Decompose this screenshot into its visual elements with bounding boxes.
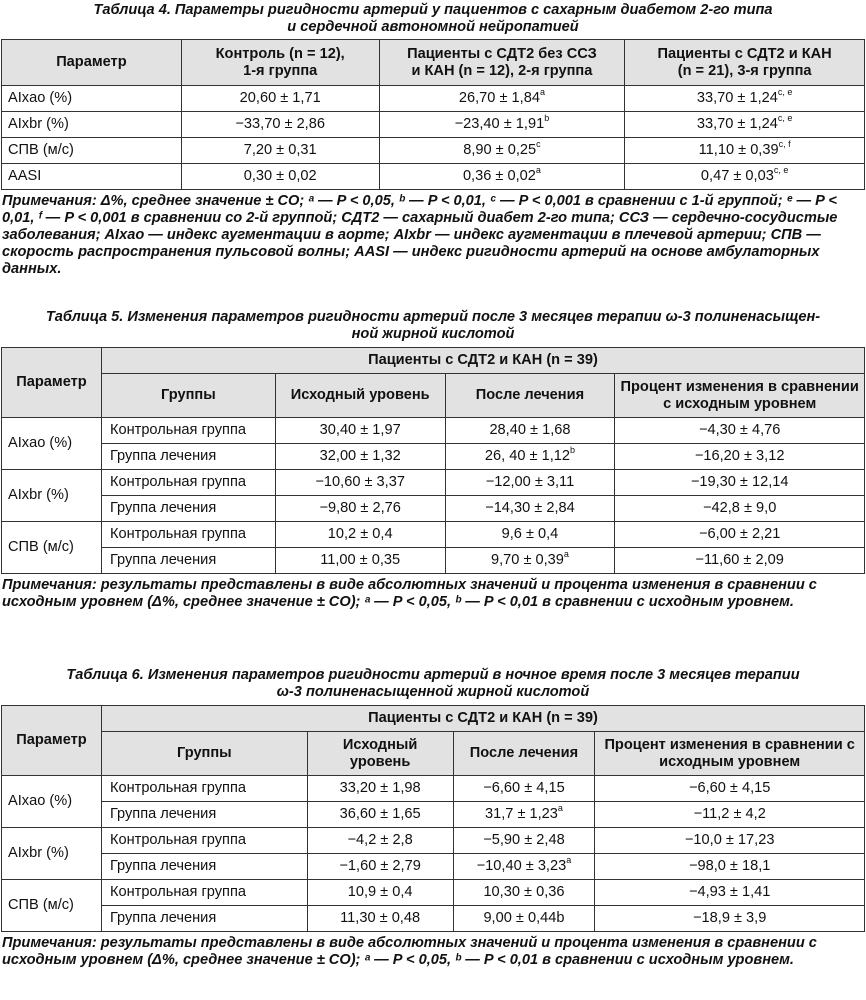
table5-baseline-value-value: −9,80 ± 2,76 — [319, 500, 401, 516]
table5-group-label-value: Группа лечения — [109, 552, 217, 568]
table6-subheader-baseline: Исходный уровень — [307, 732, 453, 776]
table4-group3-value-value: 33,70 ± 1,24 — [696, 90, 778, 106]
table6-after-value — [453, 906, 595, 932]
table5-row — [2, 496, 865, 522]
table4-group2-value-footnote: a — [535, 165, 541, 176]
table4-group3-value — [625, 164, 865, 190]
table6-param — [2, 776, 102, 828]
table5-group-label — [101, 470, 275, 496]
table4-control-value — [181, 138, 379, 164]
table4-group2-value — [379, 138, 625, 164]
table5-after-value-value: −14,30 ± 2,84 — [485, 500, 575, 516]
table4-param-value: AIxao (%) — [8, 90, 73, 106]
table5-baseline-value-value: 32,00 ± 1,32 — [319, 448, 401, 464]
table6-after-value-value: −6,60 ± 4,15 — [483, 780, 565, 796]
table4-control-value — [181, 112, 379, 138]
table5-group-label — [101, 548, 275, 574]
table6-percent-value-value: −98,0 ± 18,1 — [688, 858, 771, 874]
table6-percent-value-value: −6,60 ± 4,15 — [688, 780, 771, 796]
table5-percent-value — [615, 418, 865, 444]
table5-param — [2, 522, 102, 574]
table4-group3-value-footnote: c, e — [777, 113, 793, 124]
table6-header-param: Параметр — [2, 706, 102, 776]
table6-after-value — [453, 828, 595, 854]
table6-percent-value — [595, 828, 865, 854]
table4-header-param: Параметр — [2, 40, 182, 86]
table5-caption-line2: ной жирной кислотой — [351, 326, 515, 342]
table6-after-value — [453, 854, 595, 880]
table5-after-value — [445, 548, 615, 574]
table6-percent-value — [595, 880, 865, 906]
table5-percent-value — [615, 496, 865, 522]
table5-percent-value-value: −4,30 ± 4,76 — [698, 422, 781, 438]
table4-control-value-value: 0,30 ± 0,02 — [243, 168, 317, 184]
table6-baseline-value-value: 10,9 ± 0,4 — [347, 884, 413, 900]
table4-group3-value-footnote: c, e — [773, 165, 789, 176]
table5-percent-value-value: −6,00 ± 2,21 — [698, 526, 781, 542]
table6-percent-value — [595, 854, 865, 880]
table5-subheader-percent: Процент изменения в сравнении с исходным уровнем — [615, 374, 865, 418]
table6-baseline-value-value: 33,20 ± 1,98 — [339, 780, 421, 796]
table5-group-label-value: Контрольная группа — [109, 422, 246, 438]
table6-baseline-value — [307, 802, 453, 828]
table4-caption-line2: и сердечной автономной нейропатией — [287, 19, 579, 35]
table4-group3-value — [625, 86, 865, 112]
table4-caption — [6, 2, 860, 36]
table5-caption-line1: Таблица 5. Изменения параметров ригидности артерий после 3 месяцев терапии ω-3 полиненасыщен- — [45, 309, 821, 325]
table4-group3-value-footnote: c, f — [778, 139, 791, 150]
table6-caption — [6, 667, 860, 701]
table4-row — [2, 138, 865, 164]
table5-row — [2, 522, 865, 548]
table6-group-label — [101, 854, 307, 880]
table5-group-label — [101, 496, 275, 522]
table4-group3-value-value: 33,70 ± 1,24 — [696, 116, 778, 132]
table5-header-group: Пациенты с СДТ2 и КАН (n = 39) — [101, 348, 864, 374]
table4-group2-value-value: 8,90 ± 0,25 — [463, 142, 537, 158]
table6-subheader-after: После лечения — [453, 732, 595, 776]
table6-caption-line2: ω-3 полиненасыщенной жирной кислотой — [276, 684, 590, 700]
table4-param — [2, 112, 182, 138]
table5-param — [2, 418, 102, 470]
table6-group-label — [101, 880, 307, 906]
table6-baseline-value — [307, 854, 453, 880]
table6-row — [2, 880, 865, 906]
table5-percent-value-value: −42,8 ± 9,0 — [703, 500, 777, 516]
table5-group-label-value: Группа лечения — [109, 500, 217, 516]
table6-subheader-groups: Группы — [101, 732, 307, 776]
table6-group-label-value: Группа лечения — [109, 910, 217, 926]
table5-percent-value — [615, 470, 865, 496]
table4-row — [2, 164, 865, 190]
table5-header-param: Параметр — [2, 348, 102, 418]
table6-baseline-value — [307, 880, 453, 906]
table4-header-control: Контроль (n = 12), 1-я группа — [181, 40, 379, 86]
table4-group3-value-value: 0,47 ± 0,03 — [700, 168, 774, 184]
table6-group-label — [101, 802, 307, 828]
table4-control-value — [181, 86, 379, 112]
table5-baseline-value-value: 10,2 ± 0,4 — [327, 526, 393, 542]
table5-caption — [6, 309, 860, 343]
table4-param-value: AASI — [8, 168, 42, 184]
table6-note: Примечания: результаты представлены в виде абсолютных значений и процента изменения в сравнении с исходным уровнем (Δ%, среднее значение ± СО); ᵃ — P < 0,05, ᵇ — P < 0,01 в сравнении с исходным уровнем. — [2, 935, 817, 968]
table5-after-value-value: 9,70 ± 0,39 — [490, 552, 564, 568]
table6-percent-value-value: −10,0 ± 17,23 — [684, 832, 775, 848]
table6-param-value: AIxbr (%) — [8, 845, 69, 861]
table5-after-value-value: 28,40 ± 1,68 — [489, 422, 571, 438]
table5-after-value-value: 26, 40 ± 1,12 — [484, 448, 570, 464]
table6-percent-value-value: −4,93 ± 1,41 — [688, 884, 771, 900]
table5-group-label — [101, 444, 275, 470]
table4-group3-value-footnote: c, e — [777, 87, 793, 98]
table6-baseline-value-value: −4,2 ± 2,8 — [347, 832, 413, 848]
table6-percent-value — [595, 802, 865, 828]
table4-group3-value — [625, 138, 865, 164]
table5-subheader-groups: Группы — [101, 374, 275, 418]
table5-param-value: AIxbr (%) — [8, 487, 69, 503]
table4 — [1, 39, 865, 190]
table5-row — [2, 548, 865, 574]
table5-subheader-baseline: Исходный уровень — [275, 374, 445, 418]
table5-baseline-value — [275, 548, 445, 574]
table4-group2-value-value: 26,70 ± 1,84 — [458, 90, 540, 106]
table4-group3-value-value: 11,10 ± 0,39 — [698, 142, 779, 158]
table5-percent-value — [615, 548, 865, 574]
table6-header-group: Пациенты с СДТ2 и КАН (n = 39) — [101, 706, 864, 732]
table6-after-value-value: −10,40 ± 3,23 — [476, 858, 567, 874]
table6-group-label-value: Группа лечения — [109, 858, 217, 874]
table4-control-value-value: 7,20 ± 0,31 — [243, 142, 317, 158]
table4-group2-value — [379, 112, 625, 138]
table6-group-label-value: Контрольная группа — [109, 884, 246, 900]
table4-row — [2, 112, 865, 138]
table6-row — [2, 854, 865, 880]
table5-group-label-value: Контрольная группа — [109, 526, 246, 542]
table6-percent-value — [595, 906, 865, 932]
table5-after-value-value: −12,00 ± 3,11 — [485, 474, 575, 490]
table6-row — [2, 906, 865, 932]
table5-param-value: AIxao (%) — [8, 435, 73, 451]
table4-control-value-value: −33,70 ± 2,86 — [235, 116, 325, 132]
table4-control-value-value: 20,60 ± 1,71 — [239, 90, 321, 106]
table4-param — [2, 164, 182, 190]
table4-group3-value — [625, 112, 865, 138]
table5-row — [2, 444, 865, 470]
table5-section — [0, 309, 866, 611]
table5-percent-value-value: −11,60 ± 2,09 — [695, 552, 784, 568]
table6-group-label-value: Контрольная группа — [109, 832, 246, 848]
table4-section — [0, 2, 866, 278]
table5-baseline-value-value: −10,60 ± 3,37 — [315, 474, 405, 490]
table5-after-value — [445, 444, 615, 470]
table5-after-value — [445, 418, 615, 444]
table6-baseline-value-value: 11,30 ± 0,48 — [340, 910, 421, 926]
table6-param-value: AIxao (%) — [8, 793, 73, 809]
table5-after-value — [445, 522, 615, 548]
table6-after-value-footnote: a — [557, 803, 563, 814]
table5-param-value: СПВ (м/с) — [8, 539, 74, 555]
table4-row — [2, 86, 865, 112]
table6-percent-value — [595, 776, 865, 802]
table6-group-label — [101, 906, 307, 932]
table6-baseline-value — [307, 906, 453, 932]
table5-percent-value — [615, 444, 865, 470]
table4-note: Примечания: Δ%, среднее значение ± СО; ᵃ — P < 0,05, ᵇ — P < 0,01, ᶜ — P < 0,001 в сравнении с 1-й группой; ᵉ — P < 0,01, ᶠ — P < 0,001 в сравнении со 2-й группой; СДТ2 — сахарный диабет 2-го типа; ССЗ — сердечно-сосудистые заболевания; AIxao — индекс аугментации в аорте; AIxbr — индекс аугментации в плечевой артерии; СПВ — скорость распространения пульсовой волны; AASI — индекс ригидности артерий на основе амбулаторных данных. — [2, 193, 838, 277]
table6-param — [2, 880, 102, 932]
table5-baseline-value-value: 11,00 ± 0,35 — [320, 552, 401, 568]
table5-after-value — [445, 496, 615, 522]
table4-param — [2, 138, 182, 164]
table5-param — [2, 470, 102, 522]
table6-param-value: СПВ (м/с) — [8, 897, 74, 913]
table5-after-value-footnote: a — [563, 549, 569, 560]
table5-baseline-value — [275, 496, 445, 522]
table4-group2-value — [379, 164, 625, 190]
table5-baseline-value — [275, 522, 445, 548]
table5-after-value-value: 9,6 ± 0,4 — [501, 526, 559, 542]
table5 — [1, 347, 865, 574]
table4-group2-value-footnote: c — [536, 139, 541, 150]
table6 — [1, 705, 865, 932]
table4-group2-value-footnote: a — [539, 87, 545, 98]
table6-after-value-value: 10,30 ± 0,36 — [483, 884, 565, 900]
table5-note: Примечания: результаты представлены в виде абсолютных значений и процента изменения в сравнении с исходным уровнем (Δ%, среднее значение ± СО); ᵃ — P < 0,05, ᵇ — P < 0,01 в сравнении с исходным уровнем. — [2, 577, 817, 610]
table5-after-value-footnote: b — [570, 445, 576, 456]
table5-group-label-value: Контрольная группа — [109, 474, 246, 490]
table6-group-label-value: Контрольная группа — [109, 780, 246, 796]
table6-group-label — [101, 776, 307, 802]
table6-section — [0, 667, 866, 969]
table6-after-value — [453, 880, 595, 906]
table5-baseline-value — [275, 444, 445, 470]
table6-baseline-value — [307, 828, 453, 854]
table5-baseline-value-value: 30,40 ± 1,97 — [319, 422, 401, 438]
table6-after-value — [453, 776, 595, 802]
table6-group-label — [101, 828, 307, 854]
table5-group-label-value: Группа лечения — [109, 448, 217, 464]
table5-row — [2, 418, 865, 444]
table4-group2-value — [379, 86, 625, 112]
table6-baseline-value-value: −1,60 ± 2,79 — [339, 858, 421, 874]
table5-row — [2, 470, 865, 496]
table6-percent-value-value: −18,9 ± 3,9 — [693, 910, 767, 926]
table5-baseline-value — [275, 470, 445, 496]
table4-param — [2, 86, 182, 112]
table6-after-value-value: 9,00 ± 0,44b — [483, 910, 565, 926]
table6-group-label-value: Группа лечения — [109, 806, 217, 822]
table6-subheader-percent: Процент изменения в сравнении с исходным уровнем — [595, 732, 865, 776]
table5-after-value — [445, 470, 615, 496]
table4-param-value: AIxbr (%) — [8, 116, 69, 132]
table6-percent-value-value: −11,2 ± 4,2 — [693, 806, 766, 822]
table5-percent-value-value: −19,30 ± 12,14 — [690, 474, 789, 490]
table6-caption-line1: Таблица 6. Изменения параметров ригидности артерий в ночное время после 3 месяцев терапии — [66, 667, 800, 683]
table6-row — [2, 802, 865, 828]
table5-subheader-after: После лечения — [445, 374, 615, 418]
table5-group-label — [101, 522, 275, 548]
table6-baseline-value — [307, 776, 453, 802]
table6-after-value — [453, 802, 595, 828]
table4-header-group2: Пациенты с СДТ2 без ССЗ и КАН (n = 12), 2-я группа — [379, 40, 625, 86]
table6-after-value-footnote: a — [566, 855, 572, 866]
table6-row — [2, 776, 865, 802]
table4-group2-value-footnote: b — [544, 113, 550, 124]
table5-group-label — [101, 418, 275, 444]
table6-baseline-value-value: 36,60 ± 1,65 — [339, 806, 421, 822]
table6-row — [2, 828, 865, 854]
table6-param — [2, 828, 102, 880]
table4-control-value — [181, 164, 379, 190]
table6-after-value-value: 31,7 ± 1,23 — [484, 806, 558, 822]
table5-percent-value — [615, 522, 865, 548]
table4-group2-value-value: −23,40 ± 1,91 — [454, 116, 545, 132]
table6-after-value-value: −5,90 ± 2,48 — [483, 832, 565, 848]
table4-group2-value-value: 0,36 ± 0,02 — [462, 168, 536, 184]
table5-baseline-value — [275, 418, 445, 444]
table4-param-value: СПВ (м/с) — [8, 142, 74, 158]
table4-header-group3: Пациенты с СДТ2 и КАН (n = 21), 3-я группа — [625, 40, 865, 86]
table5-percent-value-value: −16,20 ± 3,12 — [694, 448, 785, 464]
table4-caption-line1: Таблица 4. Параметры ригидности артерий у пациентов с сахарным диабетом 2-го типа — [93, 2, 773, 18]
